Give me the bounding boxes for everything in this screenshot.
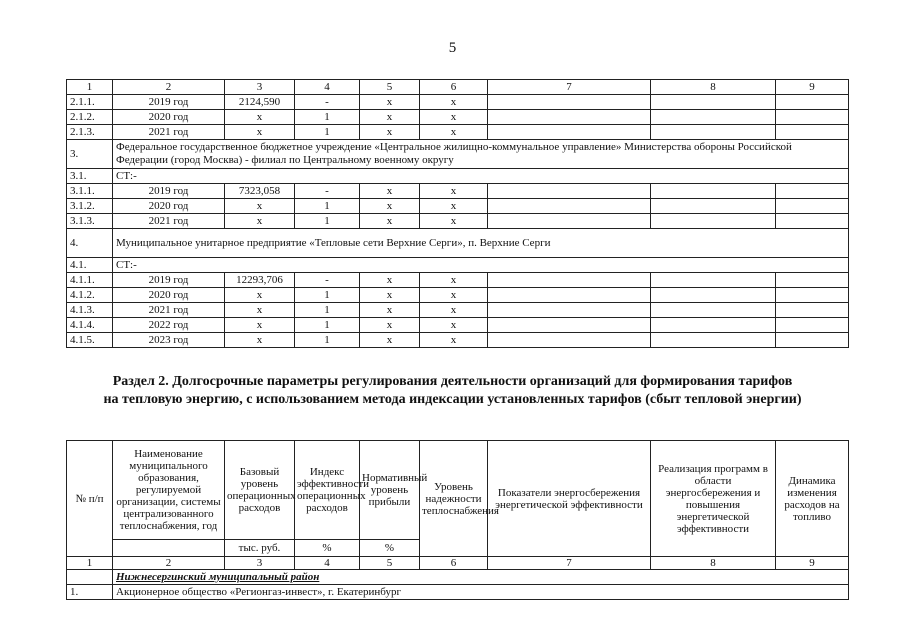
row-value: х: [225, 303, 295, 318]
row-value: х: [420, 288, 488, 303]
section-title-line-2: на тепловую энергию, с использованием метода индексации установленных тарифов (сбыт тепловой энергии): [103, 392, 802, 407]
col-number: 2: [113, 557, 225, 570]
row-value: х: [420, 199, 488, 214]
col-number: 6: [420, 80, 488, 95]
empty-cell: [776, 288, 849, 303]
data-row: [67, 288, 849, 303]
row-year: 2021 год: [113, 303, 225, 318]
organization-name: СТ:-: [113, 169, 849, 184]
empty-cell: [488, 333, 651, 348]
empty-cell: [651, 214, 776, 229]
empty-cell: [776, 214, 849, 229]
organization-row: [67, 169, 849, 184]
row-year: 2023 год: [113, 333, 225, 348]
section-title-line-1: Раздел 2. Долгосрочные параметры регулирования деятельности организаций для формирования тарифов: [112, 374, 793, 389]
data-row: [67, 214, 849, 229]
unit-base-opex: тыс. руб.: [225, 540, 295, 557]
column-numbers-row: [67, 557, 849, 570]
row-value: 1: [295, 125, 360, 140]
row-value: х: [225, 333, 295, 348]
unit-efficiency-index: %: [295, 540, 360, 557]
col-number: 9: [776, 80, 849, 95]
row-value: 1: [295, 110, 360, 125]
empty-cell: [651, 184, 776, 199]
row-value: 1: [295, 333, 360, 348]
header-programs: Реализация программ в области энергосбережения и повышения энергетической эффективности: [651, 441, 776, 557]
row-year: 2019 год: [113, 95, 225, 110]
empty-cell: [776, 95, 849, 110]
row-value: 1: [295, 288, 360, 303]
row-number: 3.1.1.: [67, 184, 113, 199]
empty-cell: [651, 95, 776, 110]
row-value: х: [360, 125, 420, 140]
row-value: 1: [295, 318, 360, 333]
row-value: х: [360, 333, 420, 348]
empty-cell: [488, 318, 651, 333]
empty-cell: [488, 303, 651, 318]
row-value: 7323,058: [225, 184, 295, 199]
row-value: х: [420, 125, 488, 140]
col-number: 5: [360, 80, 420, 95]
row-value: х: [360, 273, 420, 288]
row-number: 4.1.4.: [67, 318, 113, 333]
data-row: [67, 199, 849, 214]
district-num-cell: [67, 570, 113, 585]
col-number: 9: [776, 557, 849, 570]
org-number: 1.: [67, 585, 113, 600]
empty-cell: [488, 288, 651, 303]
empty-cell: [776, 125, 849, 140]
header-base-opex: Базовый уровень операционных расходов: [225, 441, 295, 540]
org-name: Акционерное общество «Регионгаз-инвест», г. Екатеринбург: [113, 585, 849, 600]
data-row: [67, 110, 849, 125]
header-energy-saving: Показатели энергосбережения энергетической эффективности: [488, 441, 651, 557]
empty-cell: [651, 333, 776, 348]
empty-cell: [651, 110, 776, 125]
district-name: Нижнесергинский муниципальный район: [113, 570, 849, 585]
unit-profit-level: %: [360, 540, 420, 557]
header-reliability: Уровень надежности теплоснабжения: [420, 441, 488, 557]
row-number: 3.1.2.: [67, 199, 113, 214]
data-row: [67, 125, 849, 140]
row-year: 2020 год: [113, 288, 225, 303]
row-value: х: [225, 214, 295, 229]
row-year: 2021 год: [113, 214, 225, 229]
header-fuel-dynamics: Динамика изменения расходов на топливо: [776, 441, 849, 557]
col-number: 1: [67, 557, 113, 570]
row-year: 2020 год: [113, 199, 225, 214]
data-row: [67, 303, 849, 318]
header-num: № п/п: [67, 441, 113, 557]
col-number: 3: [225, 80, 295, 95]
tariff-table-body: [67, 80, 849, 348]
empty-cell: [776, 110, 849, 125]
row-value: х: [225, 288, 295, 303]
row-value: х: [360, 303, 420, 318]
row-number: 2.1.2.: [67, 110, 113, 125]
empty-cell: [488, 214, 651, 229]
organization-name: Федеральное государственное бюджетное учреждение «Центральное жилищно-коммунальное управление» Министерства обороны Российской Федерации (город Москва) - филиал по Центральному военному округу: [113, 140, 849, 169]
row-value: х: [225, 318, 295, 333]
empty-cell: [776, 303, 849, 318]
empty-cell: [776, 184, 849, 199]
row-value: х: [360, 288, 420, 303]
section-title: [40, 373, 865, 409]
row-number: 4.1.: [67, 258, 113, 273]
row-value: х: [420, 303, 488, 318]
empty-cell: [776, 333, 849, 348]
header-profit-level: Нормативный уровень прибыли: [360, 441, 420, 540]
col-number: 1: [67, 80, 113, 95]
row-value: х: [360, 214, 420, 229]
col-number: 4: [295, 80, 360, 95]
row-year: 2019 год: [113, 184, 225, 199]
row-value: -: [295, 273, 360, 288]
empty-cell: [776, 318, 849, 333]
empty-cell: [488, 125, 651, 140]
col-number: 8: [651, 557, 776, 570]
row-value: х: [225, 110, 295, 125]
organization-name: Муниципальное унитарное предприятие «Тепловые сети Верхние Серги», п. Верхние Серги: [113, 229, 849, 258]
row-value: 2124,590: [225, 95, 295, 110]
row-value: х: [225, 125, 295, 140]
empty-cell: [488, 184, 651, 199]
row-value: х: [360, 95, 420, 110]
empty-cell: [488, 110, 651, 125]
organization-name: СТ:-: [113, 258, 849, 273]
row-value: 1: [295, 199, 360, 214]
row-value: х: [420, 214, 488, 229]
row-value: х: [420, 318, 488, 333]
organization-row: [67, 229, 849, 258]
row-year: 2021 год: [113, 125, 225, 140]
page-number: 5: [448, 40, 457, 56]
row-year: 2020 год: [113, 110, 225, 125]
col-number: 4: [295, 557, 360, 570]
row-number: 3.1.: [67, 169, 113, 184]
header-efficiency-index: Индекс эффективности операционных расходов: [295, 441, 360, 540]
row-value: х: [420, 333, 488, 348]
col-number: 6: [420, 557, 488, 570]
col-number: 5: [360, 557, 420, 570]
row-value: х: [420, 184, 488, 199]
empty-cell: [776, 273, 849, 288]
row-number: 4.: [67, 229, 113, 258]
data-row: [67, 95, 849, 110]
row-value: -: [295, 184, 360, 199]
empty-cell: [651, 125, 776, 140]
row-year: 2022 год: [113, 318, 225, 333]
empty-cell: [651, 273, 776, 288]
col-number: 8: [651, 80, 776, 95]
organization-row: [67, 258, 849, 273]
row-value: х: [360, 318, 420, 333]
row-number: 4.1.2.: [67, 288, 113, 303]
district-row: [67, 570, 849, 585]
col-number: 3: [225, 557, 295, 570]
empty-cell: [651, 318, 776, 333]
row-number: 4.1.1.: [67, 273, 113, 288]
col-number: 2: [113, 80, 225, 95]
org-row: [67, 585, 849, 600]
col-number: 7: [488, 80, 651, 95]
row-value: 1: [295, 214, 360, 229]
tariff-table-continued: [66, 79, 849, 348]
row-number: 3.1.3.: [67, 214, 113, 229]
row-number: 3.: [67, 140, 113, 169]
empty-cell: [651, 288, 776, 303]
row-value: х: [360, 184, 420, 199]
long-term-parameters-table: [66, 440, 849, 600]
row-value: 12293,706: [225, 273, 295, 288]
row-number: 4.1.5.: [67, 333, 113, 348]
header-row: [67, 441, 849, 540]
header-name: Наименование муниципального образования, регулируемой организации, системы централизованного теплоснабжения, год: [113, 441, 225, 540]
data-row: [67, 273, 849, 288]
row-number: 2.1.1.: [67, 95, 113, 110]
row-value: х: [420, 273, 488, 288]
row-number: 4.1.3.: [67, 303, 113, 318]
data-row: [67, 318, 849, 333]
empty-cell: [488, 273, 651, 288]
column-numbers-row: [67, 80, 849, 95]
data-row: [67, 333, 849, 348]
col-number: 7: [488, 557, 651, 570]
row-value: -: [295, 95, 360, 110]
unit-name: [113, 540, 225, 557]
empty-cell: [651, 199, 776, 214]
row-value: х: [360, 110, 420, 125]
row-value: х: [420, 95, 488, 110]
data-row: [67, 184, 849, 199]
row-value: х: [420, 110, 488, 125]
row-year: 2019 год: [113, 273, 225, 288]
row-number: 2.1.3.: [67, 125, 113, 140]
empty-cell: [776, 199, 849, 214]
row-value: х: [225, 199, 295, 214]
row-value: 1: [295, 303, 360, 318]
empty-cell: [488, 95, 651, 110]
row-value: х: [360, 199, 420, 214]
empty-cell: [651, 303, 776, 318]
organization-row: [67, 140, 849, 169]
empty-cell: [488, 199, 651, 214]
